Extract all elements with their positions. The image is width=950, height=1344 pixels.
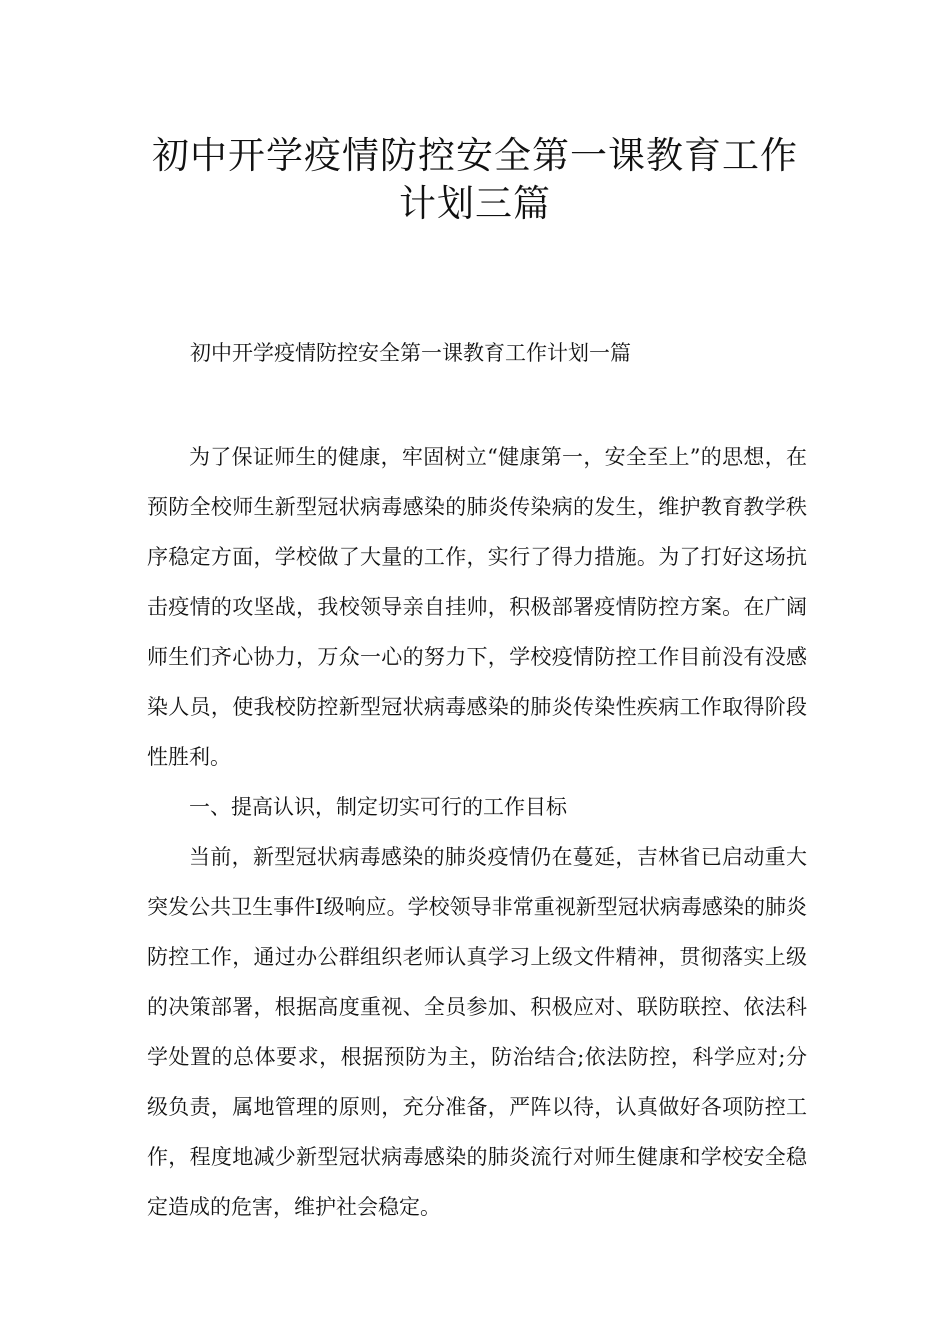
paragraph-section-1: 当前，新型冠状病毒感染的肺炎疫情仍在蔓延，吉林省已启动重大突发公共卫生事件Ⅰ级响应。学校领导非常重视新型冠状病毒感染的肺炎防控工作，通过办公群组织老师认真学习上级文件精神，贯彻落实上级的决策部署，根据高度重视、全员参加、积极应对、联防联控、依法科学处置的总体要求，根据预防为主，防治结合;依法防控，科学应对;分级负责，属地管理的原则，充分准备，严阵以待，认真做好各项防控工作，程度地减少新型冠状病毒感染的肺炎流行对师生健康和学校安全稳定造成的危害，维护社会稳定。 — [147, 845, 807, 1219]
document-title-line2: 计划三篇 — [399, 182, 551, 225]
document-title-line1: 初中开学疫情防控安全第一课教育工作 — [152, 134, 798, 177]
document-body — [147, 432, 807, 1232]
section-subtitle: 初中开学疫情防控安全第一课教育工作计划一篇 — [190, 341, 631, 365]
paragraph-intro: 为了保证师生的健康，牢固树立“健康第一，安全至上”的思想，在预防全校师生新型冠状病毒感染的肺炎传染病的发生，维护教育教学秩序稳定方面，学校做了大量的工作，实行了得力措施。为了打好这场抗击疫情的攻坚战，我校领导亲自挂帅，积极部署疫情防控方案。在广阔师生们齐心协力，万众一心的努力下，学校疫情防控工作目前没有没感染人员，使我校防控新型冠状病毒感染的肺炎传染性疾病工作取得阶段性胜利。 — [147, 445, 807, 769]
section-heading-1: 一、提高认识，制定切实可行的工作目标 — [189, 795, 567, 819]
